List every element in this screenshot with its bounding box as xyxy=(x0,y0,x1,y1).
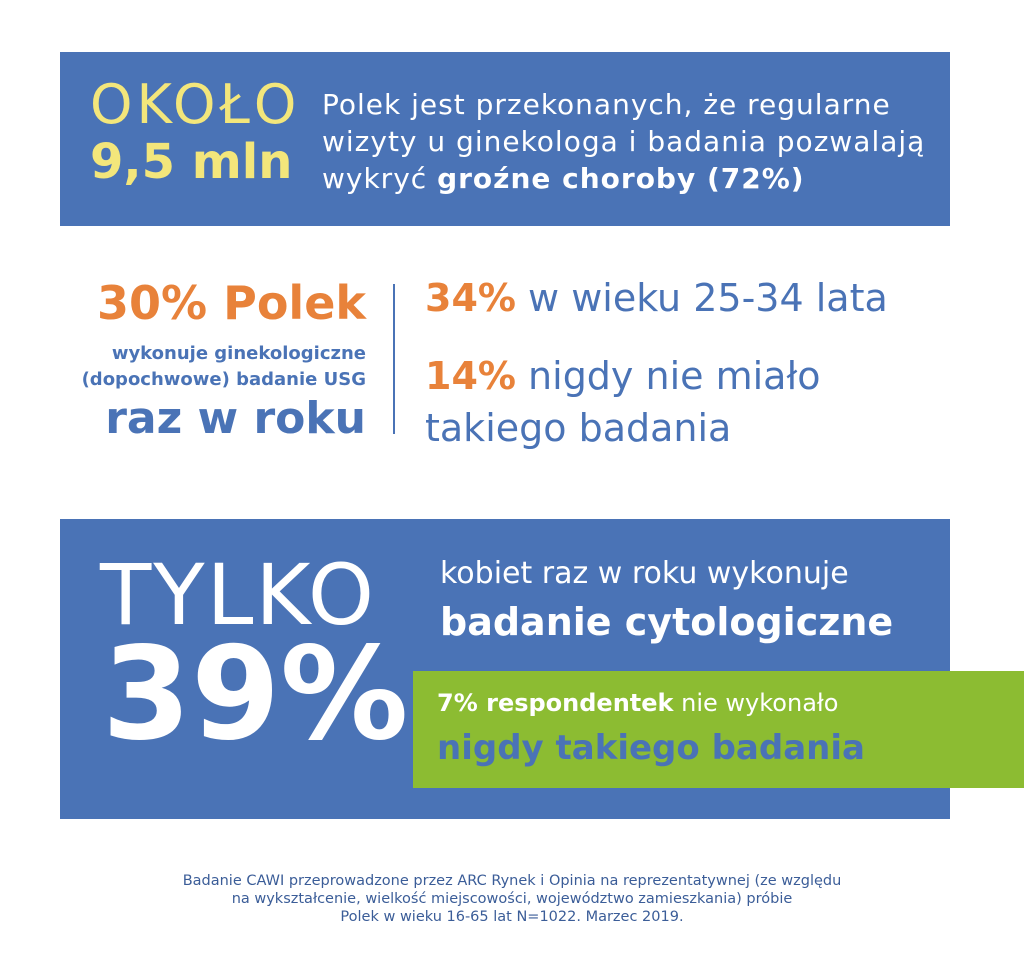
tylko-label: TYLKO xyxy=(100,546,377,644)
raz-w-roku: raz w roku xyxy=(105,393,366,444)
stat-14-line1 xyxy=(425,350,821,402)
stat-34-pct: 34% xyxy=(425,276,516,320)
panel1-line2: wizyty u ginekologa i badania pozwalają xyxy=(322,125,926,158)
stat-14-text: nigdy nie miało xyxy=(515,354,821,398)
green-text: nie wykonało xyxy=(673,689,839,717)
okolo-label: OKOŁO xyxy=(90,73,301,136)
green-box xyxy=(413,671,1024,788)
green-line2: nigdy takiego badania xyxy=(437,728,865,768)
panel1-line3 xyxy=(322,160,932,197)
footnote xyxy=(0,872,1024,926)
stat-14-line2: takiego badania xyxy=(425,406,732,450)
footnote-line1: Badanie CAWI przeprowadzone przez ARC Rynek i Opinia na reprezentatywnej (ze względu xyxy=(182,873,842,889)
stat-14-nigdy xyxy=(425,350,821,454)
panel1-line3-prefix: wykryć xyxy=(322,162,438,195)
cytology-line2: badanie cytologiczne xyxy=(440,600,894,644)
vertical-divider xyxy=(393,284,395,434)
green-line1 xyxy=(437,691,838,715)
stat-34-text: w wieku 25-34 lata xyxy=(515,276,888,320)
pct-39: 39% xyxy=(102,620,409,769)
panel1-description xyxy=(322,86,932,197)
mln-value: 9,5 mln xyxy=(90,134,293,190)
panel-okolo xyxy=(60,52,950,226)
stat-30-polek: 30% Polek xyxy=(97,276,366,330)
usg-line1: wykonuje ginekologiczne xyxy=(111,343,366,364)
stat-14-pct: 14% xyxy=(425,354,516,398)
panel1-line1: Polek jest przekonanych, że regularne xyxy=(322,88,891,121)
usg-line2: (dopochwowe) badanie USG xyxy=(81,369,366,390)
footnote-line2: na wykształcenie, wielkość miejscowości, województwo zamieszkania) próbie xyxy=(231,891,793,907)
footnote-line3: Polek w wieku 16-65 lat N=1022. Marzec 2019. xyxy=(340,909,684,925)
usg-description xyxy=(82,341,366,393)
cytology-line1: kobiet raz w roku wykonuje xyxy=(440,556,849,591)
green-bold: 7% respondentek xyxy=(437,689,674,717)
panel1-line3-bold: groźne choroby (72%) xyxy=(437,162,805,195)
stat-34-wiek xyxy=(425,276,888,320)
